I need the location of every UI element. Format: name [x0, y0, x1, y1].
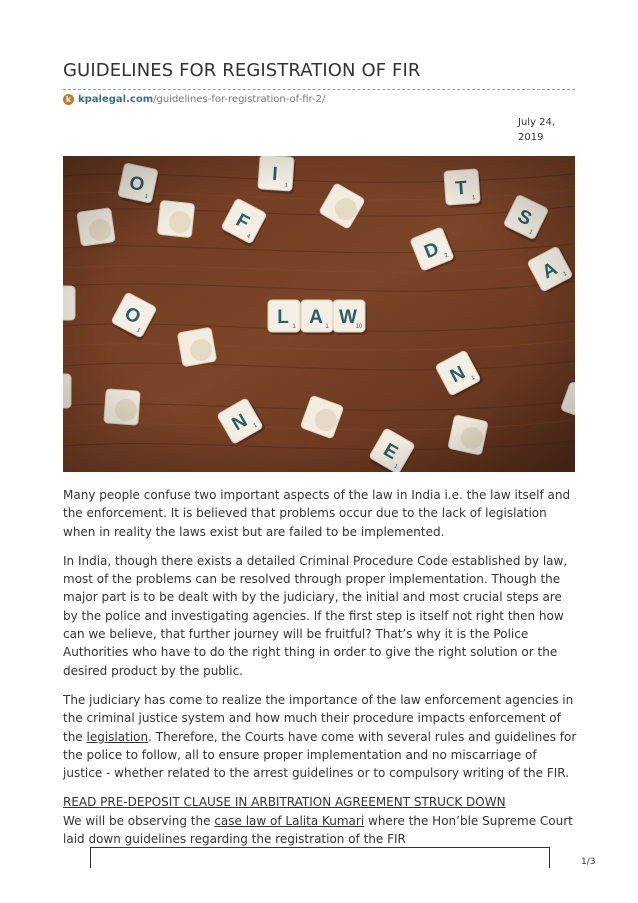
date-month-day: July 24, [518, 117, 556, 128]
source-path[interactable]: /guidelines-for-registration-of-fir-2/ [153, 93, 326, 105]
title-divider [63, 89, 575, 90]
paragraph-3 [63, 691, 578, 782]
embedded-box-frame [90, 847, 550, 868]
paragraph-4-text-a: We will be observing the [63, 813, 215, 828]
source-url[interactable] [63, 91, 325, 107]
paragraph-1: Many people confuse two important aspects of the law in India i.e. the law itself and the enforcement. It is believed that problems occur due to the lack of legislation when in reality the laws exist but are failed to be implemented. [63, 488, 571, 539]
page-number: 1/3 [581, 857, 596, 867]
hero-image [63, 156, 575, 472]
date-year: 2019 [518, 132, 544, 143]
legislation-link[interactable]: legislation [86, 729, 149, 744]
site-logo-icon: k [63, 94, 74, 105]
paragraph-3-text-a: The judiciary has come to realize the importance of the law enforcement agencies in the criminal justice system and how much their procedure impacts enforcement of the [63, 692, 574, 744]
article-body [63, 486, 578, 848]
paragraph-2: In India, though there exists a detailed Criminal Procedure Code established by law, most of the problems can be resolved through proper implementation. Though the major part is to be dealt with by the judiciary, the initial and most crucial steps are by the police and investigating agencies. If the first step is itself not right then how can we believe, that further journey will be fruitful? That’s why it is the Police Authorities who have to do the right thing in order to give the right solution or the desired product by the public. [63, 553, 568, 678]
case-law-link[interactable]: case law of Lalita Kumari [214, 813, 365, 828]
source-domain[interactable]: kpalegal.com [78, 93, 154, 105]
publish-date [518, 115, 578, 145]
paragraph-4 [63, 793, 578, 848]
paragraph-4-text-b: where the Hon’ble Supreme Court laid down guidelines regarding the registration of the FIR [63, 813, 573, 847]
scrabble-tiles-photo [63, 156, 575, 472]
paragraph-3-text-b: . Therefore, the Courts have come with several rules and guidelines for the police to follow, all to ensure proper implementation and no miscarriage of justice - whether related to the arrest guidelines or to compulsory writing of the FIR. [63, 729, 577, 781]
page-title: GUIDELINES FOR REGISTRATION OF FIR [63, 60, 421, 81]
read-more-link[interactable]: READ PRE-DEPOSIT CLAUSE IN ARBITRATION AGREEMENT STRUCK DOWN [63, 795, 506, 810]
